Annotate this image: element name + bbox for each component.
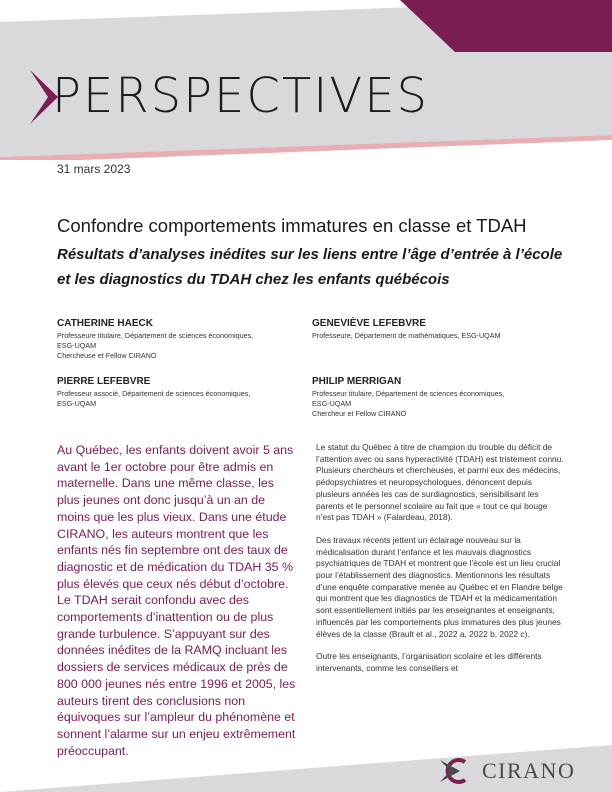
author-affiliation: ESG-UQAM (312, 399, 352, 408)
cirano-logo-icon (440, 756, 476, 786)
author-block (312, 376, 562, 419)
author-name: GENEVIÈVE LEFEBVRE (312, 318, 426, 329)
article-title: Confondre comportements immatures en classe et TDAH (57, 215, 527, 236)
author-affiliation: Professeur titulaire, Département de sciences économiques, (312, 389, 505, 398)
author-affiliation: ESG-UQAM (57, 341, 97, 350)
author-affiliation: ESG-UQAM (57, 399, 97, 408)
brand-title: PERSPECTIVES (52, 68, 429, 124)
body-paragraph: Le statut du Québec à titre de champion du trouble du déficit de l’attention avec ou sans hyperactivité (TDAH) est tristement connu. Plusieurs chercheurs et chercheuses, et parmi eux des médecins, pédopsychiatres et neuropsychologues, dénoncent depuis plusieurs années les cas de surdiagnostics, sensibilisant les parents et le personnel scolaire au fait que « tout ce qui bouge n’est pas TDAH » (Falardeau, 2018). (316, 442, 564, 523)
cirano-logo-text: CIRANO (482, 758, 576, 783)
author-name: PIERRE LEFEBVRE (57, 376, 151, 387)
author-affiliation: Professeure, Département de mathématiques, ESG-UQAM (312, 331, 501, 340)
author-affiliation: Professeure titulaire, Département de sciences économiques, (57, 331, 254, 340)
author-block (312, 318, 562, 341)
body-paragraph: Outre les enseignants, l’organisation scolaire et les différents intervenants, comme les conseillers et (316, 651, 542, 673)
author-name: CATHERINE HAECK (57, 318, 153, 329)
publication-date: 31 mars 2023 (57, 162, 131, 176)
lead-paragraph: Au Québec, les enfants doivent avoir 5 ans avant le 1er octobre pour être admis en maternelle. Dans une même classe, les plus jeunes ont donc jusqu’à un an de moins que les plus vieux. Dans une étude CIRANO, les auteurs montrent que les enfants nés fin septembre ont des taux de diagnostic et de médication du TDAH 35 % plus élevés que ceux nés début d’octobre. Le TDAH serait confondu avec des comportements d’inattention ou de plus grande turbulence. S’appuyant sur des données inédites de la RAMQ incluant les dossiers de services médicaux de près de 800 000 jeunes nés entre 1996 et 2005, les auteurs tirent des conclusions non équivoques sur l’ampleur du phénomène et sonnent l’alarme sur un enjeu extrêmement préoccupant. (57, 443, 296, 758)
author-block (57, 318, 307, 361)
author-affiliation: Chercheuse et Fellow CIRANO (57, 351, 157, 360)
article-subtitle: Résultats d’analyses inédites sur les liens entre l’âge d’entrée à l’école et les diagnostics du TDAH chez les enfants québécois (57, 246, 563, 288)
author-block (57, 376, 307, 409)
author-affiliation: Professeur associé, Département de sciences économiques, (57, 389, 251, 398)
body-column (316, 442, 567, 686)
body-paragraph: Des travaux récents jettent un éclairage nouveau sur la médicalisation durant l’enfance et les mauvais diagnostics psychiatriques de TDAH et montrent que l’école est un lieu crucial pour l’établissement des diagnostics. Mentionnons les résultats d’une enquête comparative menée au Québec et en Flandre belge qui montrent que les diagnostics de TDAH et la médicamentation sont essentiellement initiés par les enseignantes et enseignants, influencés par les comportements plus immatures des plus jeunes élèves de la classe (Brault et al., 2022 a, 2022 b, 2022 c). (316, 534, 563, 639)
author-affiliation: Chercheur et Fellow CIRANO (312, 409, 407, 418)
author-name: PHILIP MERRIGAN (312, 376, 402, 387)
